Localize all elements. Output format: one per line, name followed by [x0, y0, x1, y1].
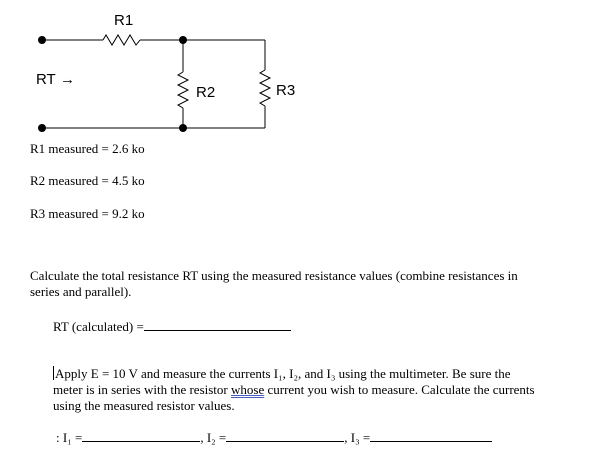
terminal-bottom [38, 124, 46, 132]
rt-answer-blank[interactable] [144, 318, 291, 331]
circuit-diagram [0, 0, 614, 150]
r3-label: R3 [276, 82, 296, 99]
r1-label: R1 [114, 12, 134, 29]
task2-line1 [53, 366, 598, 382]
text-cursor [53, 366, 54, 380]
task1-line2: series and parallel). [30, 284, 132, 299]
task1-line1: Calculate the total resistance RT using the measured resistance values (combine resistances in [30, 268, 518, 283]
i3-answer-blank[interactable] [370, 429, 492, 442]
current-answers-row [56, 429, 492, 446]
i1-label: : I₁ = [56, 430, 83, 445]
terminal-top [38, 36, 46, 44]
rt-label: RT [36, 71, 56, 88]
rt-answer-row [53, 318, 291, 335]
rt-answer-label: RT (calculated) = [53, 319, 144, 334]
i1-answer-blank[interactable] [82, 429, 200, 442]
r2-measured-text: R2 measured = 4.5 ko [30, 173, 145, 188]
task1-paragraph [30, 268, 590, 300]
i3-label: , I₃ = [344, 430, 371, 445]
rt-arrow-icon: → [60, 71, 75, 88]
task2-paragraph [53, 366, 598, 414]
r3-measured-text: R3 measured = 9.2 ko [30, 206, 145, 221]
task2-line2-a: meter is in series with the resistor [53, 382, 231, 397]
r3-resistor [260, 70, 270, 106]
node-bottom [179, 124, 187, 132]
i2-label: , I₂ = [200, 430, 227, 445]
i2-answer-blank[interactable] [226, 429, 344, 442]
task2-line3: using the measured resistor values. [53, 398, 235, 413]
r2-resistor [178, 72, 188, 108]
r2-label: R2 [196, 84, 216, 101]
node-top [179, 36, 187, 44]
r1-resistor [103, 35, 140, 45]
task2-line2-c: current you wish to measure. Calculate the currents [264, 382, 535, 397]
task2-line2 [53, 382, 598, 398]
grammar-flagged-word[interactable]: whose [231, 382, 265, 397]
r1-measured-text: R1 measured = 2.6 ko [30, 141, 145, 156]
task2-line1-text: Apply E = 10 V and measure the currents I₁, I₂, and I₃ using the multimeter. Be sure the [55, 366, 511, 381]
